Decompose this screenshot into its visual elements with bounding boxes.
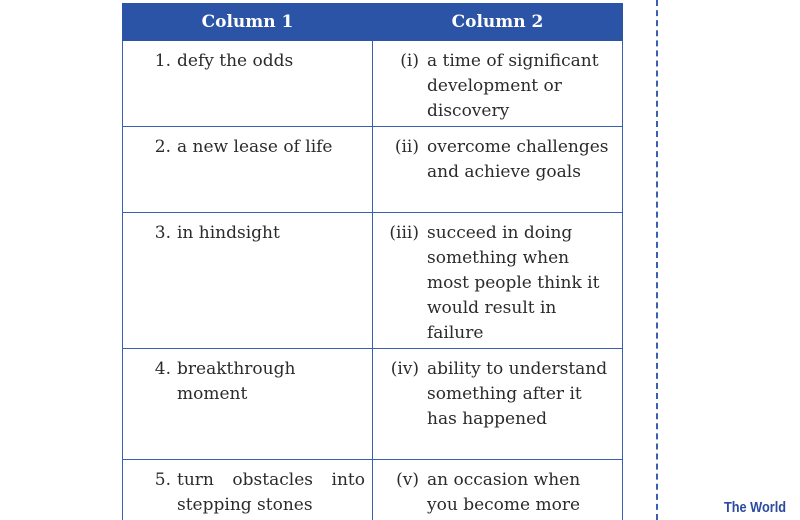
column-1-cell (123, 41, 373, 127)
table-row (123, 213, 623, 349)
column-1-cell (123, 127, 373, 213)
table-row (123, 41, 623, 127)
roman-numeral: (v) (396, 470, 419, 490)
meaning: overcome challenges and achieve goals (427, 137, 609, 182)
column-2-cell (373, 41, 623, 127)
roman-numeral: (i) (400, 51, 419, 71)
brand-label: The World (723, 499, 786, 516)
column-1-header: Column 1 (123, 4, 373, 41)
column-2-cell (373, 460, 623, 520)
column-1-cell (123, 213, 373, 349)
table-header-row (123, 4, 623, 41)
item-number: 4. (154, 359, 171, 379)
column-2-cell (373, 127, 623, 213)
meaning: an occasion when you become more (427, 470, 581, 515)
phrase: in hindsight (177, 223, 280, 243)
table-row (123, 127, 623, 213)
column-2-cell (373, 349, 623, 460)
table-row (123, 349, 623, 460)
item-number: 1. (154, 51, 171, 71)
column-1-cell (123, 349, 373, 460)
dashed-divider (656, 0, 658, 520)
roman-numeral: (iv) (390, 359, 419, 379)
column-2-cell (373, 213, 623, 349)
item-number: 2. (154, 137, 171, 157)
item-number: 3. (154, 223, 171, 243)
phrase: defy the odds (177, 51, 294, 71)
column-1-cell (123, 460, 373, 520)
roman-numeral: (ii) (394, 137, 419, 157)
meaning: a time of significant development or discovery (427, 51, 599, 121)
roman-numeral: (iii) (389, 223, 419, 243)
phrase: a new lease of life (177, 137, 333, 157)
item-number: 5. (154, 470, 171, 490)
match-columns-table (122, 3, 623, 520)
column-2-header: Column 2 (373, 4, 623, 41)
meaning: ability to understand something after it has happened (427, 359, 608, 429)
table-row (123, 460, 623, 520)
meaning: succeed in doing something when most people think it would result in failure (427, 223, 600, 343)
phrase: turn obstacles into stepping stones (177, 470, 365, 515)
phrase: breakthrough moment (177, 359, 296, 404)
